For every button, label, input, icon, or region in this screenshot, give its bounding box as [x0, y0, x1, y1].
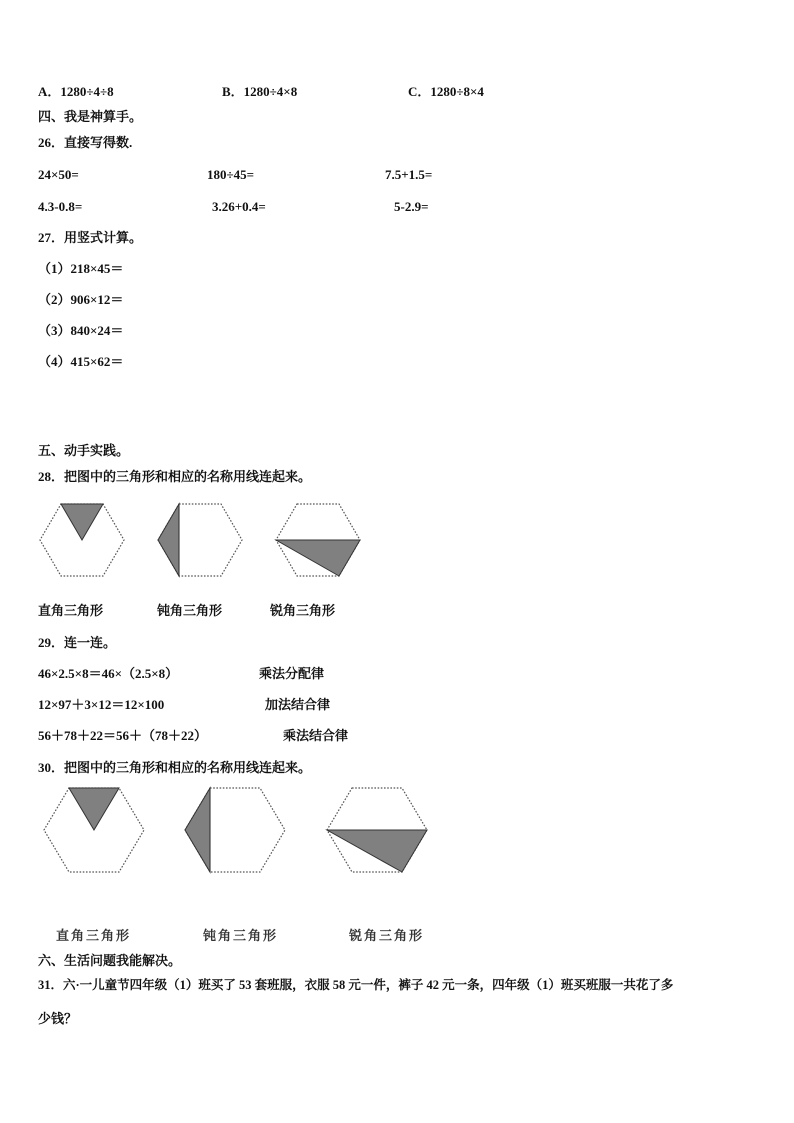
- option-b: B．1280÷4×8: [222, 84, 298, 99]
- q30-hexagon-1: [44, 788, 144, 872]
- q29-title: 29．连一连。: [38, 635, 117, 650]
- q31-text-line1: 31．六·一儿童节四年级（1）班买了 53 套班服，衣服 58 元一件，裤子 42 元一条，四年级（1）班买班服一共花了多: [38, 978, 674, 992]
- q30-hexagon-3: [327, 788, 427, 872]
- section6-title: 六、生活问题我能解决。: [38, 953, 182, 968]
- q30-shaded-triangle-3: [327, 830, 427, 872]
- q30-label-3: 锐角三角形: [349, 928, 425, 943]
- q29-right-2: 加法结合律: [265, 697, 331, 712]
- option-c: C．1280÷8×4: [408, 84, 484, 99]
- q26-title: 26．直接写得数.: [38, 135, 133, 150]
- q27-item-3: （3）840×24＝: [38, 323, 124, 338]
- q27-item-2: （2）906×12＝: [38, 292, 124, 307]
- q31-text-line2: 少钱？: [38, 1011, 78, 1026]
- q29-right-1: 乘法分配律: [259, 666, 325, 681]
- q29-left-3: 56＋78＋22＝56＋（78＋22）: [38, 728, 208, 743]
- q30-label-1: 直角三角形: [56, 928, 132, 943]
- section4-title: 四、我是神算手。: [38, 109, 143, 124]
- q30-shaded-triangle-1: [69, 788, 119, 830]
- q28-title: 28．把图中的三角形和相应的名称用线连起来。: [38, 469, 312, 484]
- q29-right-3: 乘法结合律: [283, 728, 349, 743]
- q28-label-3: 锐角三角形: [270, 603, 336, 618]
- q26-item-3: 7.5+1.5=: [385, 167, 433, 182]
- section5-title: 五、动手实践。: [38, 443, 130, 458]
- q30-title: 30．把图中的三角形和相应的名称用线连起来。: [38, 760, 312, 775]
- q26-item-5: 3.26+0.4=: [212, 199, 266, 214]
- q27-title: 27．用竖式计算。: [38, 230, 143, 245]
- q26-item-2: 180÷45=: [207, 167, 255, 182]
- q28-label-1: 直角三角形: [38, 603, 104, 618]
- option-a: A．1280÷4÷8: [38, 84, 114, 99]
- q26-item-4: 4.3-0.8=: [38, 199, 83, 214]
- q30-label-2: 钝角三角形: [203, 928, 279, 943]
- q26-item-6: 5-2.9=: [394, 199, 429, 214]
- q29-left-1: 46×2.5×8＝46×（2.5×8）: [38, 666, 179, 681]
- q30-shaded-triangle-2: [185, 788, 210, 872]
- q26-item-1: 24×50=: [38, 167, 79, 182]
- q28-label-2: 钝角三角形: [157, 603, 223, 618]
- q29-left-2: 12×97＋3×12＝12×100: [38, 697, 165, 712]
- q27-item-4: （4）415×62＝: [38, 354, 124, 369]
- q27-item-1: （1）218×45＝: [38, 261, 124, 276]
- q30-hexagon-2: [185, 788, 285, 872]
